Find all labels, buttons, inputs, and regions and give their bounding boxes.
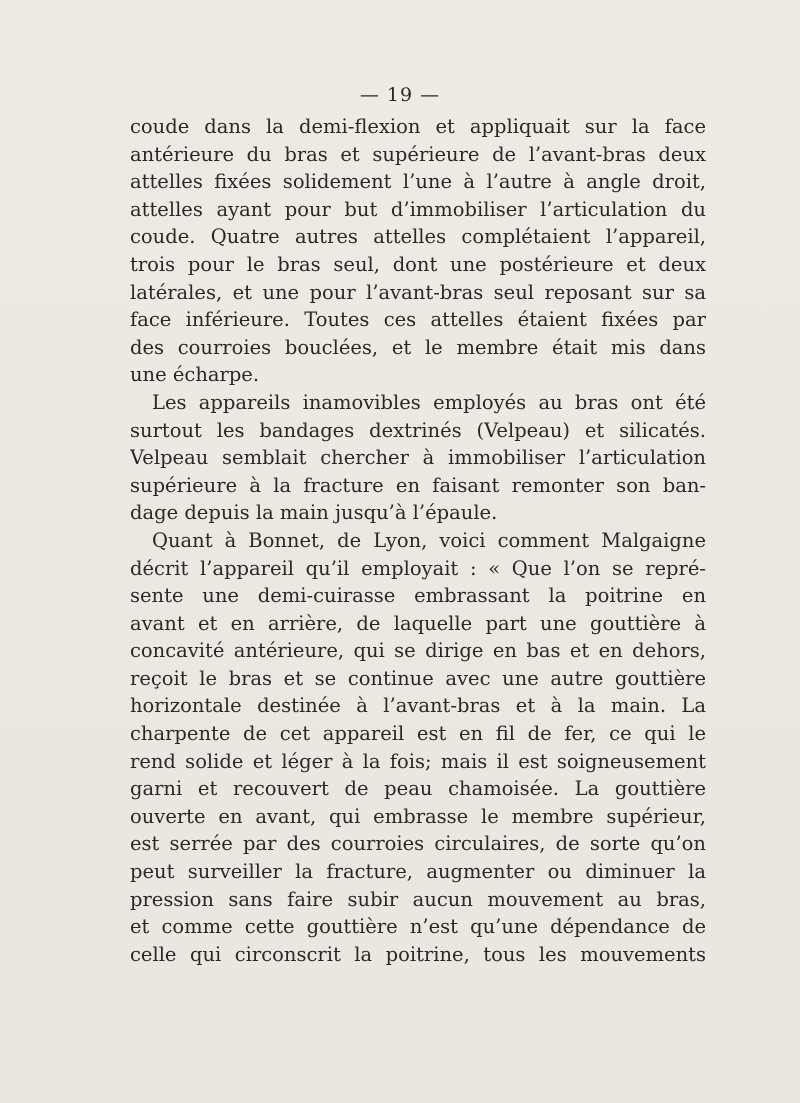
text-line: coude. Quatre autres attelles complétaient l’appareil, xyxy=(130,225,706,249)
text-line: attelles ayant pour but d’immobiliser l’articulation du xyxy=(130,197,706,221)
text-line: concavité antérieure, qui se dirige en bas et en dehors, xyxy=(130,639,706,663)
text-line: avant et en arrière, de laquelle part une gouttière à xyxy=(130,611,706,635)
text-line: et comme cette gouttière n’est qu’une dépendance de xyxy=(130,915,706,939)
text-line: trois pour le bras seul, dont une postérieure et deux xyxy=(130,252,706,276)
text-line: dage depuis la main jusqu’à l’épaule. xyxy=(130,501,498,525)
text-line: antérieure du bras et supérieure de l’avant-bras deux xyxy=(130,142,706,166)
text-line: est serrée par des courroies circulaires, de sorte qu’on xyxy=(130,832,706,856)
text-line: charpente de cet appareil est en fil de fer, ce qui le xyxy=(130,722,706,746)
page-text xyxy=(130,113,706,968)
text-line: Quant à Bonnet, de Lyon, voici comment Malgaigne xyxy=(152,528,706,552)
page-number: — 19 — xyxy=(359,84,441,106)
text-line: Velpeau semblait chercher à immobiliser l’articulation xyxy=(130,446,706,470)
text-line: attelles fixées solidement l’une à l’autre à angle droit, xyxy=(130,170,706,194)
text-line: ouverte en avant, qui embrasse le membre supérieur, xyxy=(130,804,706,828)
text-line: garni et recouvert de peau chamoisée. La gouttière xyxy=(130,777,706,801)
text-line: une écharpe. xyxy=(130,363,260,387)
text-line: rend solide et léger à la fois; mais il est soigneusement xyxy=(130,749,706,773)
text-line: reçoit le bras et se continue avec une autre gouttière xyxy=(130,666,706,690)
text-line: latérales, et une pour l’avant-bras seul reposant sur sa xyxy=(130,280,706,304)
text-line: coude dans la demi-flexion et appliquait sur la face xyxy=(130,115,706,138)
text-line: surtout les bandages dextrinés (Velpeau) et silicatés. xyxy=(130,418,706,442)
text-line: décrit l’appareil qu’il employait : « Que l’on se repré- xyxy=(130,556,706,580)
text-line: supérieure à la fracture en faisant remonter son ban- xyxy=(130,473,706,497)
text-line: celle qui circonscrit la poitrine, tous les mouvements xyxy=(130,942,706,966)
text-line: pression sans faire subir aucun mouvement au bras, xyxy=(130,887,706,911)
text-line: des courroies bouclées, et le membre était mis dans xyxy=(130,335,706,359)
text-line: face inférieure. Toutes ces attelles étaient fixées par xyxy=(130,308,706,332)
text-line: peut surveiller la fracture, augmenter ou diminuer la xyxy=(130,860,706,884)
text-line: Les appareils inamovibles employés au bras ont été xyxy=(152,390,706,414)
text-line: sente une demi-cuirasse embrassant la poitrine en xyxy=(130,584,706,608)
text-line: horizontale destinée à l’avant-bras et à la main. La xyxy=(130,694,706,718)
